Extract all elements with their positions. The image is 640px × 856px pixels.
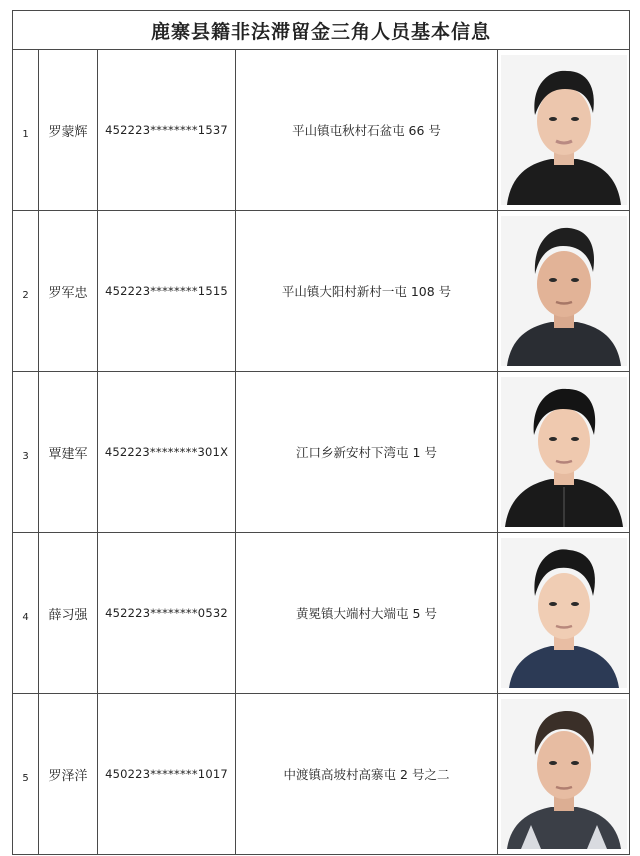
table-row bbox=[13, 372, 630, 533]
table-row bbox=[13, 533, 630, 694]
person-name: 罗泽洋 bbox=[39, 694, 98, 855]
portrait-photo-cell bbox=[498, 211, 630, 372]
home-address: 平山镇大阳村新村一屯 108 号 bbox=[236, 211, 498, 372]
portrait-photo-cell bbox=[498, 50, 630, 211]
home-address: 平山镇屯秋村石盆屯 66 号 bbox=[236, 50, 498, 211]
personnel-info-table bbox=[12, 10, 630, 855]
document-title: 鹿寨县籍非法滞留金三角人员基本信息 bbox=[13, 11, 630, 50]
portrait-photo bbox=[501, 377, 627, 527]
portrait-photo bbox=[501, 538, 627, 688]
table-body bbox=[13, 11, 630, 855]
person-name: 罗蒙辉 bbox=[39, 50, 98, 211]
id-number: 452223********1537 bbox=[98, 50, 236, 211]
row-index: 5 bbox=[13, 694, 39, 855]
home-address: 中渡镇高坡村高寨屯 2 号之二 bbox=[236, 694, 498, 855]
portrait-photo bbox=[501, 55, 627, 205]
portrait-photo bbox=[501, 699, 627, 849]
row-index: 2 bbox=[13, 211, 39, 372]
row-index: 4 bbox=[13, 533, 39, 694]
home-address: 江口乡新安村下湾屯 1 号 bbox=[236, 372, 498, 533]
portrait-photo-cell bbox=[498, 533, 630, 694]
home-address: 黄冕镇大端村大端屯 5 号 bbox=[236, 533, 498, 694]
table-row bbox=[13, 694, 630, 855]
portrait-photo-cell bbox=[498, 694, 630, 855]
table-row bbox=[13, 50, 630, 211]
row-index: 3 bbox=[13, 372, 39, 533]
person-name: 薛习强 bbox=[39, 533, 98, 694]
portrait-photo bbox=[501, 216, 627, 366]
id-number: 452223********301X bbox=[98, 372, 236, 533]
person-name: 罗军忠 bbox=[39, 211, 98, 372]
id-number: 450223********1017 bbox=[98, 694, 236, 855]
person-name: 覃建军 bbox=[39, 372, 98, 533]
title-row bbox=[13, 11, 630, 50]
id-number: 452223********1515 bbox=[98, 211, 236, 372]
table-row bbox=[13, 211, 630, 372]
portrait-photo-cell bbox=[498, 372, 630, 533]
id-number: 452223********0532 bbox=[98, 533, 236, 694]
row-index: 1 bbox=[13, 50, 39, 211]
